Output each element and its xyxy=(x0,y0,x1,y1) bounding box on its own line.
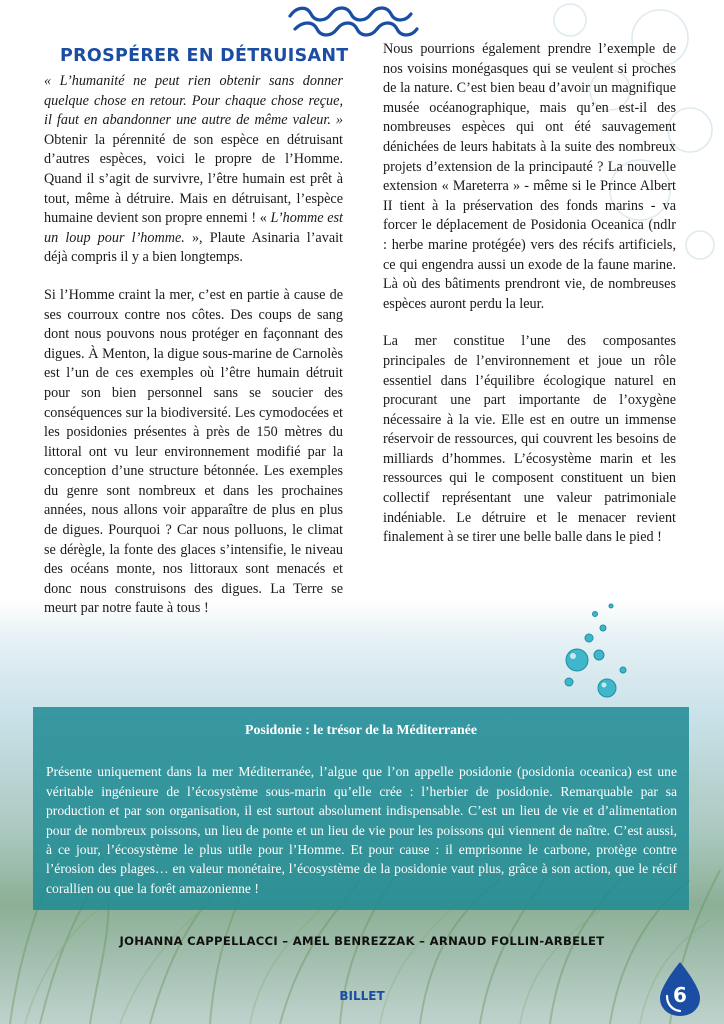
right-column xyxy=(383,40,676,566)
page-number-badge xyxy=(656,960,704,1018)
authors-line: JOHANNA CAPPELLACCI – AMEL BENREZZAK – ARNAUD FOLLIN-ARBELET xyxy=(119,934,605,948)
info-box-text: Présente uniquement dans la mer Méditerranée, l’algue que l’on appelle posidonie (posidonia oceanica) est une véritable ingénieure de l’écosystème sous-marin qu’elle crée : l’herbier de posidonie. Remarquable par sa production et par son organisation, il est surtout absolument indispensable. C’est un lieu de vie et d’alimentation pour de nombreux poissons, un lieu de ponte et un lieu de vie pour les poissons qui viennent de naître. C’est aussi, à ce jour, l’écosystème le plus utile pour l’Homme. Et pour cause : il emprisonne le carbone, protège contre l’érosion des plages… en valeur monétaire, l’écosystème de la posidonie vaut plus, grâce à son action, que le récif corallien ou que la forêt amazonienne ! xyxy=(46,764,677,896)
posidonia-info-box xyxy=(33,707,689,910)
paragraph-intro xyxy=(44,72,343,268)
intro-text: Obtenir la pérennité de son espèce en détruisant d’autres espèces, voici le propre de l’Homme. Quand il s’agit de survivre, l’être humain est prêt à tout, même à détruire. Mais en détruisant, l’espèce humaine devient son propre ennemi ! « xyxy=(44,131,343,227)
paragraph-dikes: Si l’Homme craint la mer, c’est en partie à cause de ses courroux contre nos côtes. Des coups de sang dont nous pouvons nous protéger en façonnant des digues. À Menton, la digue sous-marine de Carnolès est l’un de ces exemples où l’être humain détruit pour son bien personnel sans se soucier des conséquences sur la biodiversité. Les cymodocées et les posidonies présentes à près de 150 mètres du littoral ont vu leur environnement modifié par la conception d’une structure bétonnée. Les exemples du genre sont nombreux et dans les prochaines années, nous allons voir apparaître de plus en plus de digues. Pourquoi ? Car nous polluons, le climat se dérègle, la fonte des glaces s’intensifie, le niveau des océans monte, nos littoraux sont menacés et donc nous construisons des digues. La Terre se meurt par notre faute à tous ! xyxy=(44,286,343,617)
wave-decoration-icon xyxy=(285,2,435,40)
section-label: BILLET xyxy=(339,989,385,1003)
article-title: PROSPÉRER EN DÉTRUISANT xyxy=(60,46,349,66)
intro-end: », Plaute Asinaria l’avait déjà compris il y a bien longtemps. xyxy=(44,229,344,266)
left-column xyxy=(44,72,343,637)
paragraph-monaco: Nous pourrions également prendre l’exemple de nos voisins monégasques qui se veulent si proches de la nature. C’est bien beau d’avoir un magnifique musée océanographique, mais qu’en est-il des nombreuses espèces qui ont été sauvagement dénichées de leurs habitats à la suite des nombreux projets d’extension de la principauté ? La nouvelle extension « Mareterra » - même si le Prince Albert II tient à la préservation des fonds marins - va forcer le déplacement de Posidonia Oceanica (ndlr : herbe marine protégée) vers des récifs artificiels, ce qui engendra aussi un exode de la faune marine. Là où des bâtiments prendront vie, de nombreuses espèces auront perdu la leur. xyxy=(383,41,676,312)
page-number: 6 xyxy=(673,983,687,1007)
plautus-quote: L’homme est un loup pour l’homme. xyxy=(44,210,343,246)
opening-quote: « L’humanité ne peut rien obtenir sans donner quelque chose en retour. Pour chaque chose reçue, il faut en abandonner une autre de même valeur. » xyxy=(44,73,343,129)
bubbles-icon xyxy=(555,600,645,710)
info-box-title: Posidonie : le trésor de la Méditerranée xyxy=(245,722,477,737)
paragraph-sea-role: La mer constitue l’une des composantes principales de l’environnement et joue un rôle essentiel dans l’équilibre écologique naturel en procurant une part importante de l’oxygène nécessaire à la vie. Elle est en outre un immense réservoir de ressources, qui couvrent les besoins de milliards d’hommes. L’écosystème marin et les ressources qui le composent constituent un bien collectif représentant une valeur patrimoniale indéniable. Le détruire et le menacer revient finalement à se tirer une belle balle dans le pied ! xyxy=(383,333,676,546)
